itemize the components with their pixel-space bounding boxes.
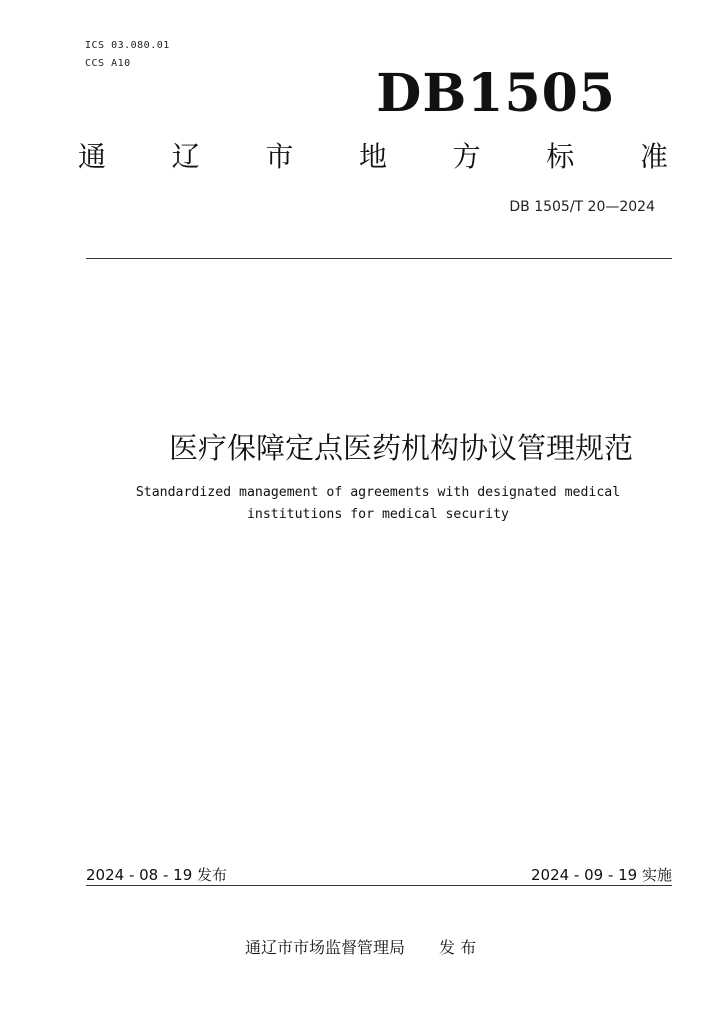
title-char: 地 (358, 140, 387, 173)
implement-date: 2024 - 09 - 19 实施 (530, 866, 672, 884)
document-title-english (0, 482, 724, 526)
document-title-chinese: 医疗保障定点医药机构协议管理规范 (168, 431, 633, 465)
issuer-name: 通辽市市场监督管理局 (245, 938, 406, 957)
title-char: 方 (452, 140, 481, 173)
title-char: 辽 (171, 140, 200, 173)
issuer-line (245, 935, 476, 958)
standard-category-title (78, 138, 668, 176)
ccs-code: CCS A10 (85, 58, 131, 69)
top-divider (86, 258, 672, 259)
english-title-line: Standardized management of agreements with designated medical (135, 485, 621, 500)
title-char: 通 (78, 140, 107, 173)
issue-label: 发 布 (439, 938, 477, 957)
title-char: 标 (546, 140, 575, 173)
publish-date: 2024 - 08 - 19 发布 (86, 866, 228, 884)
english-title-line: institutions for medical security (246, 507, 509, 522)
standard-logo: DB1505 (376, 63, 616, 124)
title-char: 市 (265, 140, 294, 173)
ics-code: ICS 03.080.01 (85, 40, 170, 51)
title-char: 准 (639, 140, 668, 173)
bottom-divider (86, 885, 672, 886)
standard-number: DB 1505/T 20—2024 (509, 199, 655, 215)
